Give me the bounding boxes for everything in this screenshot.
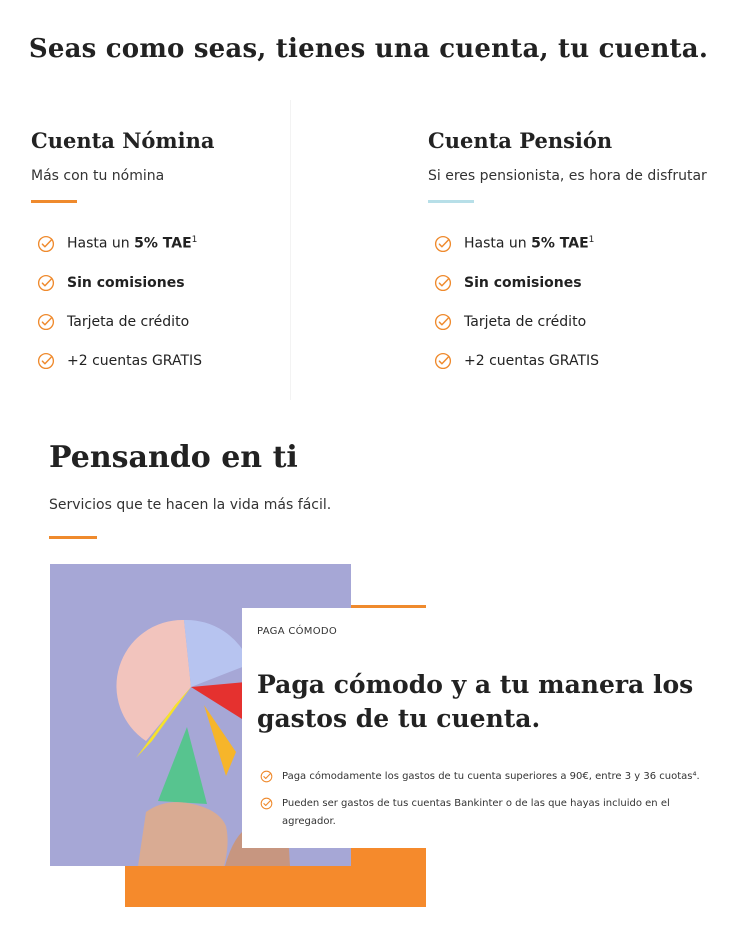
- card-title[interactable]: Paga cómodo y a tu manera los gastos de tu cuenta.: [257, 670, 694, 733]
- check-circle-icon: [37, 313, 55, 331]
- feature-credit-card: [434, 302, 728, 341]
- check-circle-icon: [434, 274, 452, 292]
- card-eyebrow: PAGA CÓMODO: [257, 626, 338, 637]
- account-subtitle: Si eres pensionista, es hora de disfrutar: [428, 168, 707, 184]
- account-card-nomina[interactable]: [31, 128, 281, 380]
- check-circle-icon: [37, 235, 55, 253]
- account-subtitle: Más con tu nómina: [31, 168, 165, 184]
- feature-text: Sin comisiones: [67, 274, 185, 291]
- card-bullet-list: [260, 768, 720, 840]
- feature-list: [428, 224, 728, 380]
- account-underline: [31, 200, 77, 203]
- check-circle-icon: [37, 352, 55, 370]
- check-circle-icon: [260, 797, 273, 810]
- feature-text: Tarjeta de crédito: [464, 313, 587, 330]
- feature-text: +2 cuentas GRATIS: [67, 352, 203, 369]
- feature-text: Hasta un 5% TAE$^1$: [67, 235, 198, 252]
- check-circle-icon: [260, 770, 273, 783]
- feature-text: Tarjeta de crédito: [67, 313, 190, 330]
- section-underline: [49, 536, 97, 539]
- check-circle-icon: [434, 235, 452, 253]
- feature-text: Sin comisiones: [464, 274, 582, 291]
- column-divider: [290, 100, 291, 400]
- card-bullet-text: Paga cómodamente los gastos de tu cuenta superiores a 90€, entre 3 y 36 cuotas⁴.: [282, 771, 700, 782]
- feature-tae: [37, 224, 281, 263]
- feature-no-fees: [37, 263, 281, 302]
- card-bullet: [260, 795, 720, 831]
- account-title[interactable]: Cuenta Pensión: [428, 128, 613, 153]
- section-title: Pensando en ti: [49, 440, 298, 475]
- account-card-pension[interactable]: [428, 128, 728, 380]
- feature-text: +2 cuentas GRATIS: [464, 352, 600, 369]
- check-circle-icon: [37, 274, 55, 292]
- feature-credit-card: [37, 302, 281, 341]
- card-bullet: [260, 768, 720, 786]
- feature-text: Hasta un 5% TAE$^1$: [464, 235, 595, 252]
- page-headline: Seas como seas, tienes una cuenta, tu cuenta.: [28, 34, 709, 64]
- card-bullet-text: Pueden ser gastos de tus cuentas Bankinter o de las que hayas incluido en el agregador.: [282, 798, 670, 827]
- feature-tae: [434, 224, 728, 263]
- feature-extra-accounts: [37, 341, 281, 380]
- check-circle-icon: [434, 352, 452, 370]
- footnote-ref[interactable]: 1: [588, 235, 595, 246]
- feature-list: [31, 224, 281, 380]
- feature-no-fees: [434, 263, 728, 302]
- feature-extra-accounts: [434, 341, 728, 380]
- account-title[interactable]: Cuenta Nómina: [31, 128, 215, 153]
- account-underline: [428, 200, 474, 203]
- footnote-ref[interactable]: 1: [191, 235, 198, 246]
- section-subtitle: Servicios que te hacen la vida más fácil.: [49, 497, 332, 513]
- check-circle-icon: [434, 313, 452, 331]
